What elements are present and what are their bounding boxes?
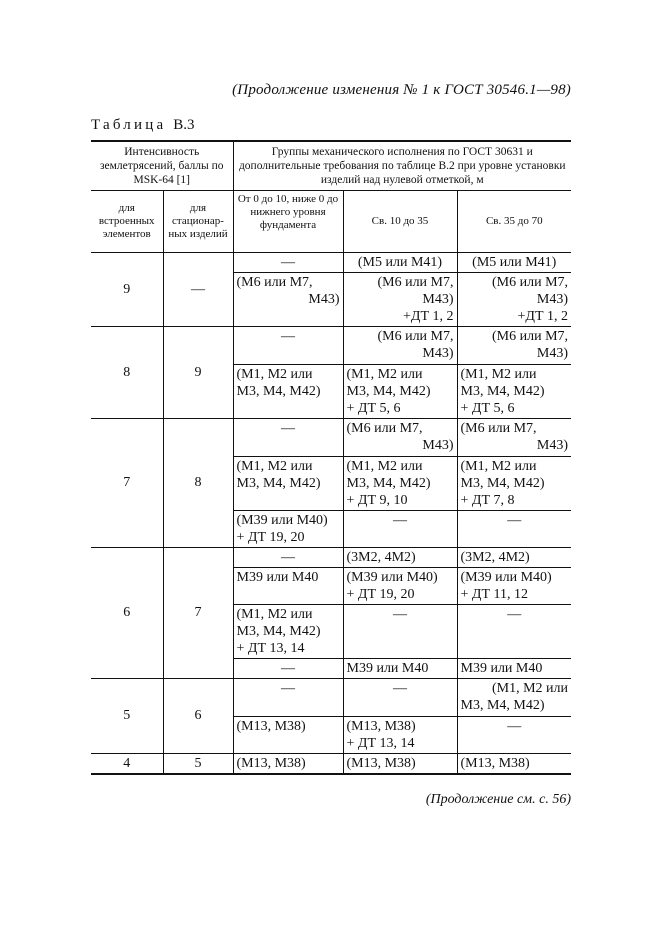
cell-line: + ДТ 13, 14: [346, 736, 415, 751]
table-cell: [343, 327, 457, 365]
table-cell: [343, 365, 457, 419]
cell-line: (М1, М2 или: [460, 367, 537, 382]
cell-line: М43): [536, 438, 569, 453]
level-stationary: —: [163, 253, 233, 327]
header-range-35-70: Св. 35 до 70: [457, 191, 571, 253]
level-stationary: 6: [163, 679, 233, 754]
table-cell: [457, 457, 571, 511]
continuation-footer-note: (Продолжение см. с. 56): [425, 792, 571, 807]
table-cell: (М5 или М41): [457, 253, 571, 273]
cell-line: М3, М4, М42): [460, 476, 545, 491]
level-stationary: 8: [163, 419, 233, 548]
cell-line: (М1, М2 или: [236, 607, 313, 622]
table-cell: [233, 511, 343, 548]
table-cell: —: [233, 659, 343, 679]
cell-line: (М13, М38): [346, 719, 416, 734]
seismic-requirements-table: [91, 140, 571, 775]
table-cell: [457, 419, 571, 457]
table-cell: [343, 273, 457, 327]
table-cell: [343, 717, 457, 754]
table-cell: (М13, М38): [233, 754, 343, 775]
cell-line: (М1, М2 или: [346, 459, 423, 474]
cell-line: (М6 или М7,: [236, 275, 313, 290]
header-stationary: для стационар-ных изделий: [163, 191, 233, 253]
table-cell: [457, 679, 571, 717]
cell-line: (М1, М2 или: [346, 367, 423, 382]
table-cell: —: [457, 511, 571, 548]
table-caption: [91, 117, 195, 134]
amendment-continuation-note: (Продолжение изменения № 1 к ГОСТ 30546.1—98): [232, 82, 571, 98]
table-cell: (М13, М38): [233, 717, 343, 754]
table-cell: М39 или М40: [343, 659, 457, 679]
cell-line: (М39 или М40): [236, 513, 328, 528]
cell-line: (М6 или М7,: [377, 329, 454, 344]
level-stationary: 7: [163, 548, 233, 679]
cell-line: М43): [422, 346, 454, 361]
cell-line: (М6 или М7,: [346, 421, 423, 436]
cell-line: + ДТ 11, 12: [460, 587, 528, 602]
table-cell: М39 или М40: [233, 568, 343, 605]
cell-line: (М6 или М7,: [460, 421, 537, 436]
cell-line: (М1, М2 или: [460, 459, 537, 474]
cell-line: + ДТ 13, 14: [236, 641, 305, 656]
table-cell: —: [233, 253, 343, 273]
table-cell: [343, 568, 457, 605]
cell-line: М43): [308, 292, 340, 307]
level-built-in: 8: [91, 327, 163, 419]
cell-line: М3, М4, М42): [236, 384, 321, 399]
table-cell: —: [233, 548, 343, 568]
table-cell: —: [233, 419, 343, 457]
table-cell: [233, 457, 343, 511]
cell-line: М3, М4, М42): [346, 384, 431, 399]
cell-line: М3, М4, М42): [236, 476, 321, 491]
cell-line: М3, М4, М42): [346, 476, 431, 491]
table-cell: М39 или М40: [457, 659, 571, 679]
table-cell: [233, 273, 343, 327]
cell-line: + ДТ 19, 20: [236, 530, 305, 545]
table-cell: [233, 365, 343, 419]
cell-line: (М6 или М7,: [377, 275, 454, 290]
table-cell: [233, 605, 343, 659]
cell-line: (М1, М2 или: [492, 681, 569, 696]
table-cell: [343, 457, 457, 511]
table-cell: (3М2, 4М2): [457, 548, 571, 568]
header-built-in: для встроенных элементов: [91, 191, 163, 253]
cell-line: М3, М4, М42): [236, 624, 321, 639]
table-cell: —: [233, 679, 343, 717]
cell-line: М43): [536, 292, 569, 307]
cell-line: (М39 или М40): [460, 570, 552, 585]
level-built-in: 6: [91, 548, 163, 679]
cell-line: +ДТ 1, 2: [517, 309, 569, 324]
cell-line: + ДТ 5, 6: [460, 401, 515, 416]
table-caption-number: В.3: [173, 117, 195, 133]
table-cell: [343, 419, 457, 457]
cell-line: М3, М4, М42): [460, 384, 545, 399]
cell-line: М43): [422, 438, 454, 453]
table-cell: [457, 568, 571, 605]
cell-line: +ДТ 1, 2: [403, 309, 454, 324]
table-cell: [457, 327, 571, 365]
table-cell: —: [343, 679, 457, 717]
table-cell: (М5 или М41): [343, 253, 457, 273]
cell-line: (М1, М2 или: [236, 367, 313, 382]
table-cell: (М13, М38): [343, 754, 457, 775]
level-built-in: 4: [91, 754, 163, 775]
cell-line: М3, М4, М42): [460, 698, 545, 713]
level-built-in: 5: [91, 679, 163, 754]
cell-line: М43): [536, 346, 569, 361]
table-caption-word: Таблица: [91, 117, 167, 133]
table-cell: —: [343, 511, 457, 548]
table-cell: (М13, М38): [457, 754, 571, 775]
header-range-0-10: От 0 до 10, ниже 0 до нижнего уровня фундамента: [233, 191, 343, 253]
cell-line: (М6 или М7,: [492, 329, 569, 344]
level-stationary: 9: [163, 327, 233, 419]
level-stationary: 5: [163, 754, 233, 775]
header-groups: Группы механического исполнения по ГОСТ 30631 и дополнительные требования по таблице В.2 при уровне установки изделий над нулевой отметкой, м: [233, 141, 571, 191]
table-cell: —: [457, 717, 571, 754]
cell-line: (М39 или М40): [346, 570, 438, 585]
table-cell: (3М2, 4М2): [343, 548, 457, 568]
cell-line: (М6 или М7,: [492, 275, 569, 290]
level-built-in: 7: [91, 419, 163, 548]
cell-line: + ДТ 9, 10: [346, 493, 408, 508]
cell-line: (М1, М2 или: [236, 459, 313, 474]
cell-line: + ДТ 7, 8: [460, 493, 515, 508]
table-cell: —: [343, 605, 457, 659]
header-intensity: Интенсивность землетрясений, баллы по MSK-64 [1]: [91, 141, 233, 191]
table-cell: [457, 273, 571, 327]
table-cell: —: [233, 327, 343, 365]
table-cell: [457, 365, 571, 419]
table-cell: —: [457, 605, 571, 659]
cell-line: + ДТ 5, 6: [346, 401, 401, 416]
cell-line: М43): [422, 292, 454, 307]
level-built-in: 9: [91, 253, 163, 327]
header-range-10-35: Св. 10 до 35: [343, 191, 457, 253]
cell-line: + ДТ 19, 20: [346, 587, 415, 602]
